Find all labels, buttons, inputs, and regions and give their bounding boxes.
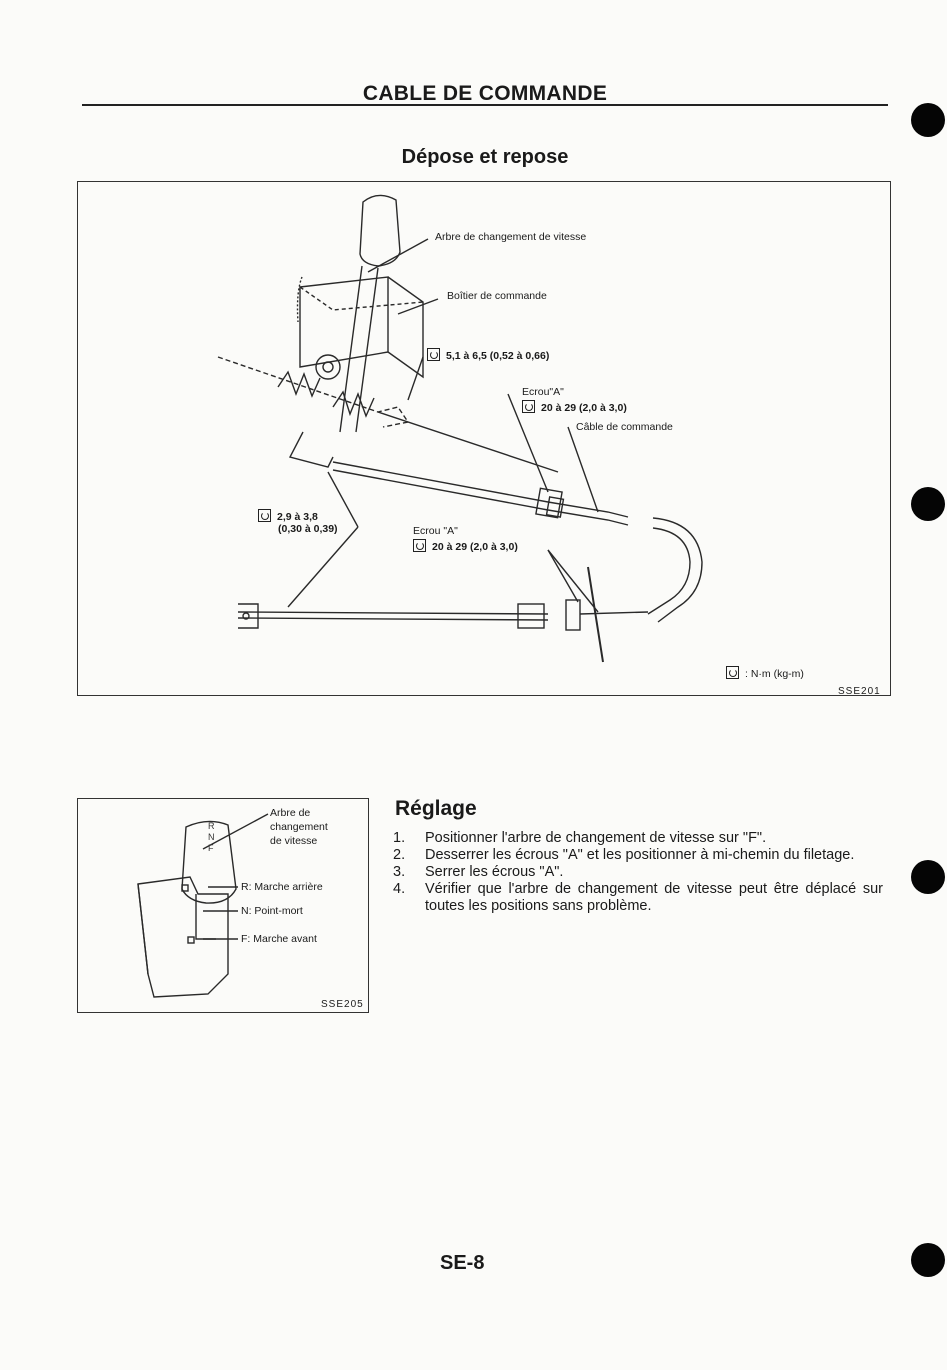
torque-value-4: 20 à 29 (2,0 à 3,0) xyxy=(432,541,518,553)
label-control-box: Boîtier de commande xyxy=(447,290,547,302)
step-text: Serrer les écrous "A". xyxy=(425,864,564,880)
label-shift-lever-small xyxy=(270,806,328,848)
knob-letter-n: N xyxy=(208,832,215,842)
shift-positions-figure xyxy=(77,798,369,1013)
step-number: 3. xyxy=(393,864,406,880)
knob-letter-f: F xyxy=(208,843,214,853)
step-text: Desserrer les écrous "A" et les positionner à mi-chemin du filetage. xyxy=(425,847,855,863)
header-rule xyxy=(82,104,888,106)
step-text: Positionner l'arbre de changement de vitesse sur "F". xyxy=(425,830,767,846)
step-number: 2. xyxy=(393,847,406,863)
punch-hole xyxy=(911,487,945,521)
step-item xyxy=(393,881,883,915)
units-legend xyxy=(726,666,804,680)
removal-installation-figure xyxy=(77,181,891,696)
shift-knob-shape xyxy=(360,195,400,266)
label-forward: F: Marche avant xyxy=(241,933,317,945)
label-lever-line2: changement xyxy=(270,821,328,833)
units-text: : N·m (kg-m) xyxy=(745,668,804,680)
page-number: SE-8 xyxy=(440,1252,485,1274)
torque-spec-2 xyxy=(522,400,627,414)
torque-wrench-icon xyxy=(522,400,535,413)
torque-spec-3 xyxy=(258,509,318,523)
page-header-title: CABLE DE COMMANDE xyxy=(362,82,608,105)
knob-position-markings xyxy=(208,821,215,854)
label-shift-lever: Arbre de changement de vitesse xyxy=(435,231,587,243)
section-title: Dépose et repose xyxy=(401,146,569,168)
shift-mechanism-drawing xyxy=(78,182,890,695)
step-number: 4. xyxy=(393,881,406,897)
step-item xyxy=(393,830,883,847)
punch-hole xyxy=(911,103,945,137)
step-item xyxy=(393,864,883,881)
torque-value-3-line1: 2,9 à 3,8 xyxy=(277,511,318,523)
torque-value-3-line2: (0,30 à 0,39) xyxy=(278,523,338,535)
figure-code-sse201: SSE201 xyxy=(838,686,881,697)
label-nut-a-top: Ecrou"A" xyxy=(522,386,564,398)
label-lever-line1: Arbre de xyxy=(270,807,311,819)
knob-letter-r: R xyxy=(208,821,215,831)
figure-code-sse205: SSE205 xyxy=(321,999,364,1010)
torque-wrench-icon xyxy=(427,348,440,361)
torque-value-2: 20 à 29 (2,0 à 3,0) xyxy=(541,402,627,414)
step-text: Vérifier que l'arbre de changement de vitesse peut être déplacé sur toutes les positions sans problème. xyxy=(425,881,883,914)
label-control-cable: Câble de commande xyxy=(576,421,673,433)
torque-wrench-icon xyxy=(726,666,739,679)
step-item xyxy=(393,847,883,864)
adjustment-title: Réglage xyxy=(395,797,477,820)
torque-value-1: 5,1 à 6,5 (0,52 à 0,66) xyxy=(446,350,550,362)
label-neutral: N: Point-mort xyxy=(241,905,303,917)
label-lever-line3: de vitesse xyxy=(270,835,318,847)
punch-hole xyxy=(911,1243,945,1277)
torque-wrench-icon xyxy=(258,509,271,522)
torque-wrench-icon xyxy=(413,539,426,552)
torque-spec-1 xyxy=(427,348,549,362)
label-nut-a-bottom: Ecrou "A" xyxy=(413,525,458,537)
label-reverse: R: Marche arrière xyxy=(241,881,323,893)
adjustment-steps xyxy=(393,830,883,915)
punch-hole xyxy=(911,860,945,894)
torque-spec-4 xyxy=(413,539,518,553)
step-number: 1. xyxy=(393,830,406,846)
